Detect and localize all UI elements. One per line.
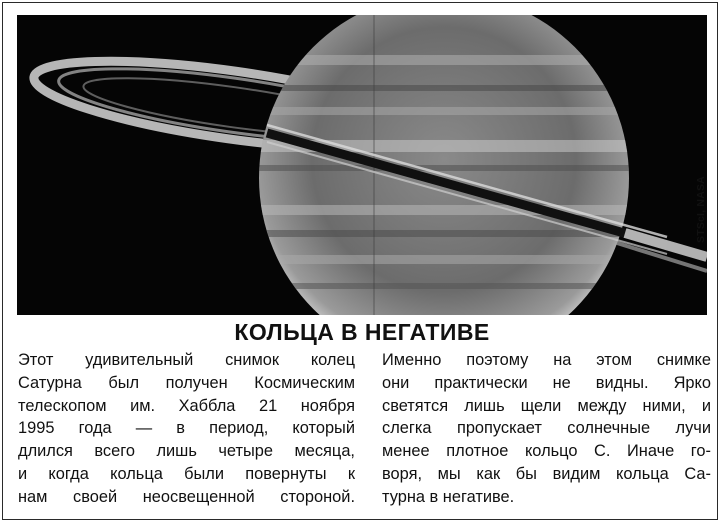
- planet-body: [247, 15, 647, 315]
- article-frame: [2, 2, 718, 520]
- left-column: [18, 349, 355, 509]
- right-column: [382, 349, 711, 509]
- saturn-photo: [17, 15, 707, 315]
- text-line: светятся лишь щели между ними, и: [382, 396, 711, 415]
- text-line: и когда кольца были повернуты к: [18, 464, 355, 483]
- saturn-image: [17, 15, 707, 315]
- text-line: менее плотное кольцо С. Иначе го-: [382, 442, 711, 461]
- text-line: турна в негативе.: [382, 487, 515, 506]
- text-line: 1995 года — в период, который: [18, 419, 355, 438]
- text-line: слегка пропускает солнечные лучи: [382, 419, 711, 438]
- photo-credit: STScI, NASA: [695, 176, 707, 243]
- text-line: они практически не видны. Ярко: [382, 373, 711, 392]
- text-line: длился всего лишь четыре месяца,: [18, 442, 355, 461]
- text-line: Этот удивительный снимок колец: [18, 351, 355, 369]
- text-line: телескопом им. Хаббла 21 ноября: [18, 396, 355, 415]
- text-line: Именно поэтому на этом снимке: [382, 351, 711, 369]
- headline: КОЛЬЦА В НЕГАТИВЕ: [234, 319, 490, 345]
- text-line: воря, мы как бы видим кольца Са-: [382, 464, 711, 483]
- text-line: нам своей неосвещенной стороной.: [18, 487, 355, 506]
- text-line: Сатурна был получен Космическим: [18, 373, 355, 392]
